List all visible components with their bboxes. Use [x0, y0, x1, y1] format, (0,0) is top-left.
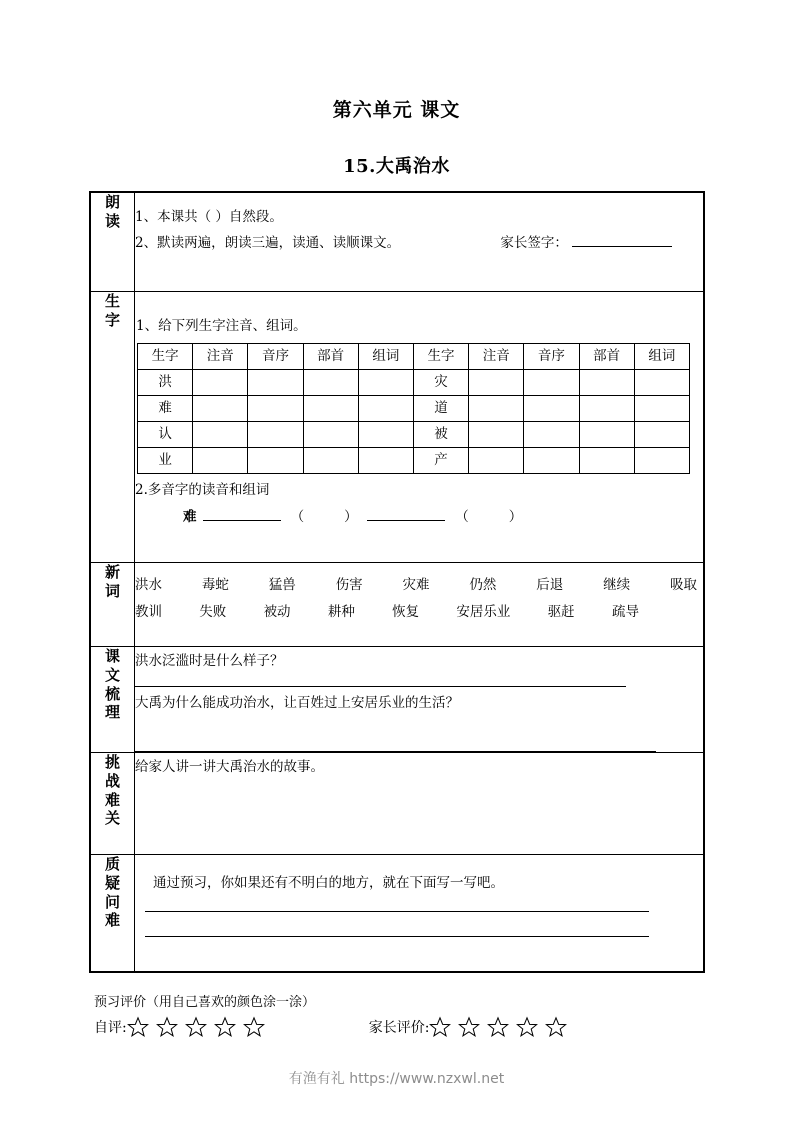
col-header-9: 组词 — [634, 343, 689, 369]
star-icon[interactable] — [156, 1016, 178, 1038]
new-word: 疏导 — [611, 604, 639, 620]
questioning-answer-line-1[interactable] — [145, 911, 649, 912]
answer-cell-word[interactable] — [358, 369, 413, 395]
col-header-4: 组词 — [358, 343, 413, 369]
col-header-5: 生字 — [413, 343, 468, 369]
character-table-row — [138, 395, 690, 421]
table-row-reading — [91, 193, 704, 292]
row-content-challenge[interactable] — [135, 753, 704, 855]
answer-cell-initial[interactable] — [524, 369, 579, 395]
parent-evaluation-group — [369, 1016, 568, 1038]
row-label-new-characters — [91, 292, 135, 563]
row-label-newchar-char2: 字 — [104, 310, 120, 329]
answer-cell-pinyin[interactable] — [193, 421, 248, 447]
polyphone-exercise — [183, 505, 703, 531]
answer-cell-word[interactable] — [358, 395, 413, 421]
reading-item-2-text: 2、默读两遍，朗读三遍，读通、读顺课文。 — [135, 234, 401, 251]
character-table-row — [138, 447, 690, 473]
row-label-challenge-char3: 难 — [104, 790, 120, 809]
questioning-answer-line-2[interactable] — [145, 936, 649, 937]
paren-open-2: （ — [455, 509, 469, 526]
new-word: 仍然 — [469, 577, 497, 593]
row-content-new-words — [135, 563, 704, 647]
table-row-new-characters — [91, 292, 704, 563]
new-word: 洪水 — [135, 577, 162, 593]
star-icon[interactable] — [516, 1016, 538, 1038]
new-word: 恢复 — [392, 604, 420, 620]
answer-cell-initial[interactable] — [524, 447, 579, 473]
paren-close-2: ） — [508, 509, 523, 526]
col-header-8: 部首 — [579, 343, 634, 369]
row-label-challenge — [91, 753, 135, 855]
row-label-quest-char4: 难 — [104, 911, 120, 930]
worksheet-table — [89, 191, 705, 973]
evaluation-stars-row — [94, 1016, 714, 1038]
answer-cell-radical[interactable] — [579, 447, 634, 473]
answer-cell-pinyin[interactable] — [193, 447, 248, 473]
row-label-quest-char2: 疑 — [104, 873, 120, 892]
new-characters-task2: 2.多音字的读音和组词 — [135, 481, 270, 498]
row-label-reading-char1: 朗 — [104, 193, 120, 211]
comprehension-answer-line-1[interactable] — [135, 686, 626, 687]
table-row-questioning — [91, 855, 704, 972]
page-title: 第六单元 课文 — [332, 99, 461, 121]
answer-cell-initial[interactable] — [248, 447, 303, 473]
row-label-questioning — [91, 855, 135, 972]
answer-cell-word[interactable] — [634, 369, 689, 395]
self-evaluation-label: 自评: — [94, 1020, 127, 1036]
row-label-challenge-char4: 关 — [104, 809, 120, 828]
row-label-reading-char2: 读 — [104, 211, 120, 230]
answer-cell-radical[interactable] — [303, 421, 358, 447]
new-word: 耕种 — [327, 604, 355, 620]
row-content-comprehension — [135, 647, 704, 753]
reading-item-2 — [135, 231, 703, 257]
character-table-row — [138, 421, 690, 447]
char-cell: 难 — [138, 395, 193, 421]
star-icon[interactable] — [429, 1016, 451, 1038]
col-header-0: 生字 — [138, 343, 193, 369]
lesson-title: 15.大禹治水 — [343, 156, 450, 177]
char-cell: 被 — [413, 421, 468, 447]
answer-cell-radical[interactable] — [303, 369, 358, 395]
col-header-3: 部首 — [303, 343, 358, 369]
new-word: 后退 — [536, 577, 564, 593]
answer-cell-word[interactable] — [634, 421, 689, 447]
new-word: 失败 — [199, 604, 227, 620]
char-cell: 业 — [138, 447, 193, 473]
star-icon[interactable] — [214, 1016, 236, 1038]
answer-cell-radical[interactable] — [579, 369, 634, 395]
char-cell: 道 — [413, 395, 468, 421]
polyphone-paren-2[interactable] — [452, 505, 526, 531]
paren-close-1: ） — [344, 509, 358, 526]
char-cell: 产 — [413, 447, 468, 473]
answer-cell-pinyin[interactable] — [193, 395, 248, 421]
col-header-2: 音序 — [248, 343, 303, 369]
paren-open-1: （ — [290, 509, 305, 526]
new-word: 安居乐业 — [456, 604, 511, 620]
new-words-line-1 — [135, 572, 703, 599]
answer-cell-initial[interactable] — [248, 395, 303, 421]
answer-cell-pinyin[interactable] — [469, 447, 524, 473]
new-word: 毒蛇 — [201, 577, 229, 593]
row-label-comp-char4: 理 — [104, 703, 120, 722]
answer-cell-initial[interactable] — [524, 395, 579, 421]
row-label-comp-char3: 梳 — [104, 684, 120, 703]
answer-cell-initial[interactable] — [524, 421, 579, 447]
char-cell: 认 — [138, 421, 193, 447]
star-icon[interactable] — [185, 1016, 207, 1038]
new-word: 驱赶 — [547, 604, 575, 620]
polyphone-character: 难 — [183, 509, 197, 526]
parent-evaluation-label: 家长评价: — [368, 1020, 430, 1036]
polyphone-paren-1[interactable] — [287, 505, 361, 531]
star-icon[interactable] — [127, 1016, 149, 1038]
new-word: 教训 — [135, 604, 162, 620]
row-label-newchar-char1: 生 — [104, 292, 120, 310]
polyphone-blank-1[interactable] — [203, 505, 281, 521]
star-icon[interactable] — [545, 1016, 567, 1038]
answer-cell-pinyin[interactable] — [469, 395, 524, 421]
new-word: 伤害 — [335, 577, 363, 593]
reading-item-1: 1、本课共（ ）自然段。 — [135, 209, 283, 225]
row-label-comp-char1: 课 — [104, 647, 120, 665]
parent-signature-label: 家长签字： — [500, 234, 568, 251]
new-words-line-2 — [135, 599, 703, 626]
row-label-comprehension — [91, 647, 135, 753]
answer-cell-radical[interactable] — [579, 395, 634, 421]
answer-cell-pinyin[interactable] — [469, 421, 524, 447]
char-cell: 洪 — [138, 369, 193, 395]
new-word: 被动 — [263, 604, 291, 620]
watermark: 有渔有礼 https://www.nzxwl.net — [288, 1071, 505, 1087]
answer-cell-radical[interactable] — [303, 395, 358, 421]
parent-signature-group — [500, 231, 672, 257]
new-word: 继续 — [603, 577, 631, 593]
col-header-6: 注音 — [469, 343, 524, 369]
row-label-reading — [91, 193, 135, 292]
char-cell: 灾 — [413, 369, 468, 395]
table-row-comprehension — [91, 647, 704, 753]
answer-cell-initial[interactable] — [248, 421, 303, 447]
evaluation-heading: 预习评价（用自己喜欢的颜色涂一涂） — [94, 995, 316, 1010]
questioning-prompt: 通过预习，你如果还有不明白的地方，就在下面写一写吧。 — [153, 875, 504, 892]
new-word: 吸取 — [670, 577, 697, 593]
row-label-comp-char2: 文 — [104, 665, 120, 684]
answer-cell-pinyin[interactable] — [193, 369, 248, 395]
answer-cell-pinyin[interactable] — [469, 369, 524, 395]
star-icon[interactable] — [243, 1016, 265, 1038]
new-characters-task1: 1、给下列生字注音、组词。 — [136, 318, 307, 334]
answer-cell-word[interactable] — [634, 395, 689, 421]
col-header-7: 音序 — [524, 343, 579, 369]
character-table-row — [138, 369, 690, 395]
row-label-newwords-char1: 新 — [104, 563, 120, 581]
polyphone-blank-2[interactable] — [367, 505, 445, 521]
self-evaluation-stars[interactable] — [127, 1016, 265, 1038]
col-header-1: 注音 — [193, 343, 248, 369]
star-icon[interactable] — [487, 1016, 509, 1038]
answer-cell-radical[interactable] — [303, 447, 358, 473]
table-row-challenge — [91, 753, 704, 855]
row-label-newwords-char2: 词 — [104, 581, 120, 600]
comprehension-question-2: 大禹为什么能成功治水，让百姓过上安居乐业的生活？ — [135, 694, 459, 711]
character-practice-table — [137, 343, 690, 474]
row-label-new-words — [91, 563, 135, 647]
answer-cell-initial[interactable] — [248, 369, 303, 395]
star-icon[interactable] — [458, 1016, 480, 1038]
row-label-quest-char3: 问 — [104, 892, 120, 911]
answer-cell-radical[interactable] — [579, 421, 634, 447]
parent-signature-blank[interactable] — [572, 231, 672, 247]
row-label-quest-char1: 质 — [104, 855, 120, 874]
new-word: 猛兽 — [268, 577, 296, 593]
challenge-task-text: 给家人讲一讲大禹治水的故事。 — [135, 759, 324, 776]
row-content-questioning — [135, 855, 704, 972]
character-table-header-row — [138, 343, 690, 369]
answer-cell-word[interactable] — [358, 421, 413, 447]
answer-cell-word[interactable] — [634, 447, 689, 473]
row-label-challenge-char1: 挑 — [104, 753, 120, 772]
row-content-reading — [135, 193, 704, 292]
comprehension-question-1: 洪水泛滥时是什么样子？ — [135, 653, 284, 669]
row-content-new-characters — [135, 292, 704, 563]
row-label-challenge-char2: 战 — [104, 771, 120, 790]
table-row-new-words — [91, 563, 704, 647]
parent-evaluation-stars[interactable] — [429, 1016, 567, 1038]
new-word: 灾难 — [402, 577, 430, 593]
answer-cell-word[interactable] — [358, 447, 413, 473]
